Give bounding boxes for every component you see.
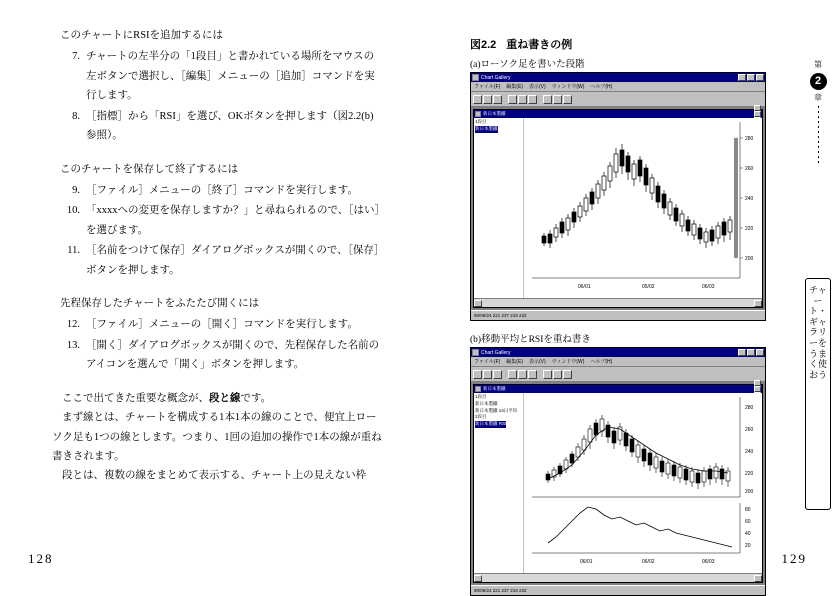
chart-window-titlebar-a[interactable] xyxy=(474,110,762,118)
right-page-figure-column xyxy=(470,36,766,596)
property-icon[interactable] xyxy=(528,95,537,104)
window-title-b: Chart Gallery xyxy=(481,349,511,356)
svg-text:40: 40 xyxy=(745,531,751,537)
menubar-b[interactable] xyxy=(471,357,765,367)
list-item-text: ［名前をつけて保存］ダイアログボックスが開くので、［保存］ボタンを押します。 xyxy=(86,245,380,276)
intro-save-exit: このチャートを保存して終了するには xyxy=(60,163,239,175)
concept-paragraphs xyxy=(52,389,382,486)
delete-icon[interactable] xyxy=(518,95,527,104)
svg-text:260: 260 xyxy=(745,166,754,172)
candlestick-chart-svg-a xyxy=(524,118,762,296)
chart-legend-b[interactable] xyxy=(474,393,524,573)
left-page-text-column xyxy=(52,26,382,486)
maximize-icon[interactable] xyxy=(747,74,755,81)
menu-window[interactable]: ウィンドウ(W) xyxy=(551,359,585,365)
list-item-text: チャートの左半分の「1段目」と書かれている場所をマウスの左ボタンで選択し、［編集］メニューの［追加］コマンドを実行します。 xyxy=(86,51,375,102)
list-item xyxy=(52,315,382,334)
chapter-side-title-text: チャート・ギャラリーをうまく使おう xyxy=(808,285,827,380)
menu-file[interactable]: ファイル(F) xyxy=(474,84,501,90)
list-item-text: ［ファイル］メニューの［終了］コマンドを実行します。 xyxy=(86,184,358,196)
svg-text:280: 280 xyxy=(745,136,754,142)
list-item-text: 「xxxxへの変更を保存しますか？」と尋ねられるので、［はい］を選びます。 xyxy=(86,205,380,236)
paragraph-concept xyxy=(52,389,382,408)
menu-help[interactable]: ヘルプ(H) xyxy=(590,84,613,90)
horizontal-scrollbar-a[interactable] xyxy=(474,298,762,307)
chapter-number-badge: 2 xyxy=(810,73,827,90)
chapter-tab-bottom-kanji: 章 xyxy=(814,92,822,102)
chart-document-window-b[interactable] xyxy=(473,384,763,583)
paragraph-stage-definition: 段とは、複数の線をまとめて表示する、チャート上の見えない枠 xyxy=(62,470,367,482)
horizontal-scrollbar-b[interactable] xyxy=(474,573,762,582)
menu-edit[interactable]: 編集(E) xyxy=(506,359,523,365)
steps-list-reopen xyxy=(52,315,382,374)
chart-legend-a[interactable] xyxy=(474,118,524,298)
open-icon[interactable] xyxy=(483,95,492,104)
svg-text:220: 220 xyxy=(745,226,754,232)
svg-text:06/01: 06/01 xyxy=(578,284,591,290)
add-icon[interactable] xyxy=(508,95,517,104)
zoom-icon[interactable] xyxy=(543,95,552,104)
candlestick-rsi-chart-svg-b xyxy=(524,393,762,571)
legend-item-label: 新日本製鐵 RSI xyxy=(475,421,507,426)
chart-body-a xyxy=(474,118,762,298)
screenshot-window-a[interactable] xyxy=(470,72,766,321)
menu-help[interactable]: ヘルプ(H) xyxy=(590,359,613,365)
delete-icon[interactable] xyxy=(518,370,527,379)
app-icon xyxy=(472,349,479,356)
svg-text:200: 200 xyxy=(745,256,754,262)
chapter-tab-top-kanji: 第 xyxy=(814,60,822,69)
document-icon xyxy=(475,386,481,392)
figure-number: 図2.2 xyxy=(470,39,497,51)
list-item-number: 10. xyxy=(66,205,80,217)
legend-group-label-2: 2段目 xyxy=(475,414,487,420)
paragraph-concept-bold: 段と線 xyxy=(209,392,241,404)
list-item xyxy=(52,107,382,146)
statusbar-a xyxy=(471,310,765,320)
scroll-left-arrow-icon[interactable] xyxy=(474,575,482,582)
legend-item-price[interactable]: 新日本製鐵 xyxy=(475,400,498,406)
menu-file[interactable]: ファイル(F) xyxy=(474,359,501,365)
legend-item-ma[interactable]: 新日本製鐵 13日平均 xyxy=(475,407,518,413)
intro-add-rsi: このチャートにRSIを追加するには xyxy=(60,30,224,41)
steps-list-add-rsi xyxy=(52,47,382,145)
chart-window-title-b: 新日本製鐵 xyxy=(483,386,506,391)
list-item xyxy=(52,201,382,240)
svg-text:20: 20 xyxy=(745,543,751,549)
list-item-number: 12. xyxy=(66,319,80,331)
menu-edit[interactable]: 編集(E) xyxy=(506,84,523,90)
list-item-number: 13. xyxy=(66,339,80,351)
property-icon[interactable] xyxy=(528,370,537,379)
new-icon[interactable] xyxy=(473,95,482,104)
legend-group-label: 1段目 xyxy=(475,119,487,124)
steps-list-save-exit xyxy=(52,181,382,280)
minimize-icon[interactable] xyxy=(738,74,746,81)
window-title-a: Chart Gallery xyxy=(481,74,511,81)
chart-plot-a[interactable] xyxy=(524,118,762,298)
statusbar-b xyxy=(471,585,765,595)
chapter-side-title xyxy=(805,278,831,510)
svg-text:240: 240 xyxy=(745,196,754,202)
chart-body-b xyxy=(474,393,762,573)
list-item-number: 11. xyxy=(67,245,80,257)
indicator-icon[interactable] xyxy=(553,95,562,104)
list-item-text: ［開く］ダイアログボックスが開くので、先程保存した名前のアイコンを選んで「開く」ボタンを押します。 xyxy=(86,339,380,371)
legend-item-selected[interactable] xyxy=(475,126,522,133)
list-item xyxy=(52,181,382,200)
list-item-number: 7. xyxy=(72,51,80,63)
list-item-text: ［ファイル］メニューの［開く］コマンドを実行します。 xyxy=(86,319,358,331)
svg-text:240: 240 xyxy=(745,449,754,455)
svg-text:200: 200 xyxy=(745,489,754,495)
scroll-right-arrow-icon[interactable] xyxy=(754,575,762,582)
mdi-client-area-b xyxy=(471,382,765,585)
legend-group-label-1: 1段目 xyxy=(475,394,487,399)
list-item xyxy=(52,47,382,105)
figure-caption-a: (a)ローソク足を書いた段階 xyxy=(470,60,585,70)
close-icon[interactable] xyxy=(756,349,764,356)
page-number-left: 128 xyxy=(28,551,54,566)
menu-view[interactable]: 表示(V) xyxy=(528,84,546,90)
svg-text:06/02: 06/02 xyxy=(642,559,655,565)
chart-window-title-a: 新日本製鐵 xyxy=(483,111,506,116)
maximize-icon[interactable] xyxy=(747,349,755,356)
toolbar-a[interactable] xyxy=(471,92,765,107)
close-icon[interactable] xyxy=(756,74,764,81)
scroll-left-arrow-icon[interactable] xyxy=(474,300,482,307)
app-icon xyxy=(472,74,479,81)
intro-reopen: 先程保存したチャートをふたたび開くには xyxy=(60,298,260,310)
chart-document-window-a[interactable] xyxy=(473,109,763,308)
window-titlebar-b[interactable] xyxy=(471,348,765,357)
toolbar-b[interactable] xyxy=(471,367,765,382)
svg-text:06/01: 06/01 xyxy=(580,559,593,565)
status-text-a: 90/08/24 221 237 219 232 xyxy=(474,313,527,318)
list-item-text: ［指標］から「RSI」を選び、OKボタンを押します（図2.2(b)参照）。 xyxy=(86,110,374,142)
svg-text:220: 220 xyxy=(745,471,754,477)
svg-text:60: 60 xyxy=(745,519,751,525)
figure-title xyxy=(470,36,766,52)
page-number-right: 129 xyxy=(781,551,807,566)
window-buttons-b[interactable] xyxy=(738,349,764,356)
list-item-number: 9. xyxy=(72,184,80,196)
figure-caption-b: (b)移動平均とRSIを重ね書き xyxy=(470,335,591,345)
svg-text:80: 80 xyxy=(745,507,751,513)
chart-plot-b[interactable] xyxy=(524,393,762,573)
indicator-icon[interactable] xyxy=(553,370,562,379)
chart-window-titlebar-b[interactable] xyxy=(474,385,762,393)
legend-item-rsi-selected[interactable] xyxy=(475,421,522,428)
paragraph-line-definition: まず線とは、チャートを構成する1本1本の線のことで、便宜上ローソク足も1つの線とします。つまり、1回の追加の操作で1本の線が重ね書きされます。 xyxy=(52,412,382,463)
save-icon[interactable] xyxy=(493,95,502,104)
chart-type-icon[interactable] xyxy=(563,95,572,104)
window-titlebar-a[interactable] xyxy=(471,73,765,82)
menu-window[interactable]: ウィンドウ(W) xyxy=(551,84,585,90)
scroll-right-arrow-icon[interactable] xyxy=(754,300,762,307)
list-item xyxy=(52,336,382,375)
window-buttons-a[interactable] xyxy=(738,74,764,81)
paragraph-concept-pre: ここで出てきた重要な概念が、 xyxy=(62,392,209,404)
paragraph-concept-post: です。 xyxy=(240,392,272,404)
save-icon[interactable] xyxy=(493,370,502,379)
figure-title-text: 重ね書きの例 xyxy=(506,39,573,51)
svg-text:06/03: 06/03 xyxy=(702,559,715,565)
list-item xyxy=(52,241,382,280)
open-icon[interactable] xyxy=(483,370,492,379)
zoom-icon[interactable] xyxy=(543,370,552,379)
menubar-a[interactable] xyxy=(471,82,765,92)
minimize-icon[interactable] xyxy=(738,349,746,356)
add-icon[interactable] xyxy=(508,370,517,379)
tab-dotted-rule xyxy=(818,106,819,164)
mdi-client-area-a xyxy=(471,107,765,310)
svg-text:05/02: 05/02 xyxy=(642,284,655,290)
legend-item-label: 新日本製鐵 xyxy=(475,125,498,131)
svg-text:260: 260 xyxy=(745,427,754,433)
list-item-number: 8. xyxy=(72,110,80,122)
svg-text:280: 280 xyxy=(745,405,754,411)
menu-view[interactable]: 表示(V) xyxy=(528,359,546,365)
status-text-b: 90/08/24 221 237 219 232 xyxy=(474,588,527,593)
chart-type-icon[interactable] xyxy=(563,370,572,379)
svg-text:06/03: 06/03 xyxy=(702,284,715,290)
document-icon xyxy=(475,111,481,117)
chapter-tab xyxy=(805,60,831,164)
screenshot-window-b[interactable] xyxy=(470,347,766,596)
new-icon[interactable] xyxy=(473,370,482,379)
